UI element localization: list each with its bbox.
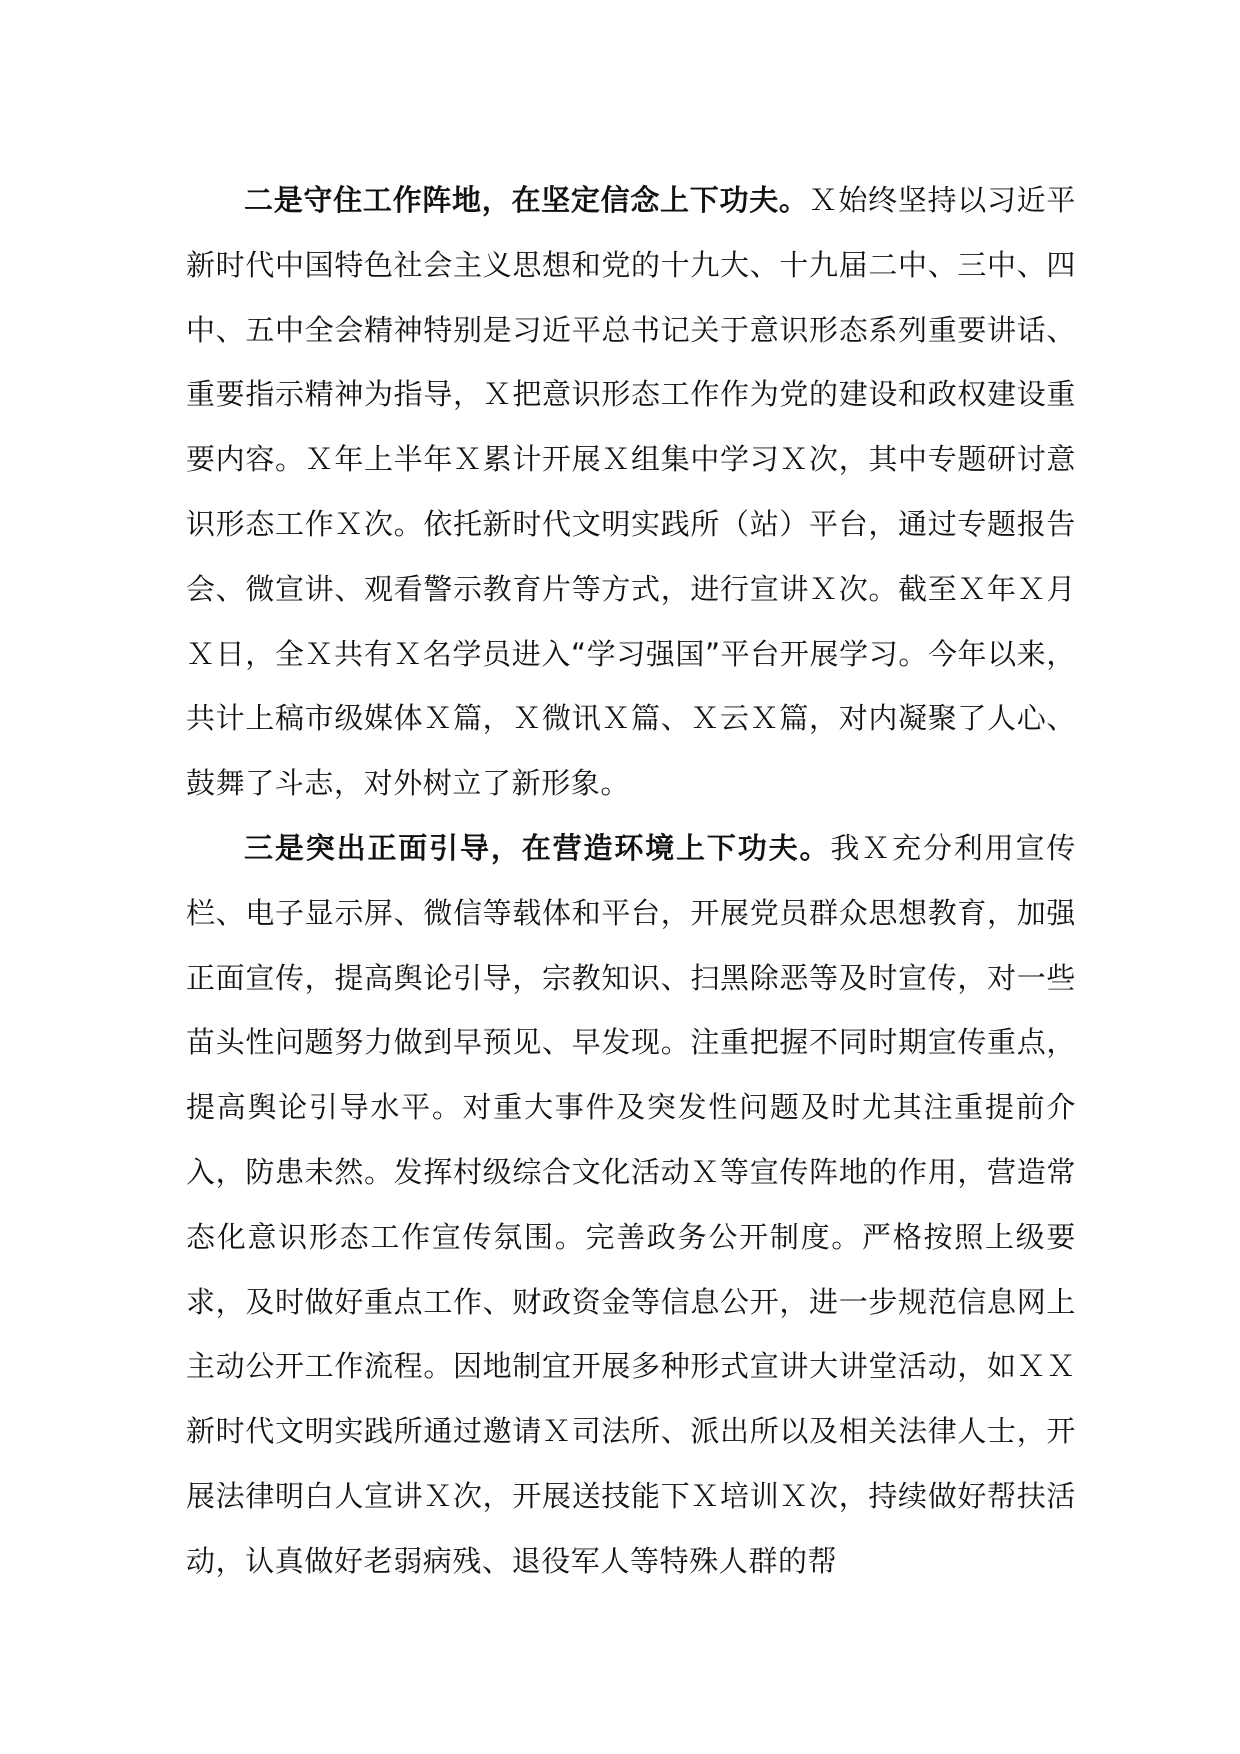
paragraph-text: 我Ｘ充分利用宣传栏、电子显示屏、微信等载体和平台，开展党员群众思想教育，加强正面宣传，提高舆论引导，宗教知识、扫黑除恶等及时宣传，对一些苗头性问题努力做到早预见、早发现。注重把握不同时期宣传重点，提高舆论引导水平。对重大事件及突发性问题及时尤其注重提前介入，防患未然。发挥村级综合文化活动Ｘ等宣传阵地的作用，营造常态化意识形态工作宣传氛围。完善政务公开制度。严格按照上级要求，及时做好重点工作、财政资金等信息公开，进一步规范信息网上主动公开工作流程。因地制宜开展多种形式宣讲大讲堂活动，如ＸＸ新时代文明实践所通过邀请Ｘ司法所、派出所以及相关法律人士，开展法律明白人宣讲Ｘ次，开展送技能下Ｘ培训Ｘ次，持续做好帮扶活动，认真做好老弱病残、退役军人等特殊人群的帮 [186,830,1076,1578]
paragraph-lead: 三是突出正面引导，在营造环境上下功夫。 [244,830,831,865]
paragraph-work-position [186,168,1076,816]
document-body [186,168,1076,1594]
paragraph-positive-guidance [186,816,1076,1594]
paragraph-lead: 二是守住工作阵地，在坚定信念上下功夫。 [244,183,809,217]
paragraph-text: Ｘ始终坚持以习近平新时代中国特色社会主义思想和党的十九大、十九届二中、三中、四中、五中全会精神特别是习近平总书记关于意识形态系列重要讲话、重要指示精神为指导，Ｘ把意识形态工作作为党的建设和政权建设重要内容。Ｘ年上半年Ｘ累计开展Ｘ组集中学习Ｘ次，其中专题研讨意识形态工作Ｘ次。依托新时代文明实践所（站）平台，通过专题报告会、微宣讲、观看警示教育片等方式，进行宣讲Ｘ次。截至Ｘ年Ｘ月Ｘ日，全Ｘ共有Ｘ名学员进入“学习强国”平台开展学习。今年以来，共计上稿市级媒体Ｘ篇，Ｘ微讯Ｘ篇、Ｘ云Ｘ篇，对内凝聚了人心、鼓舞了斗志，对外树立了新形象。 [186,183,1077,801]
